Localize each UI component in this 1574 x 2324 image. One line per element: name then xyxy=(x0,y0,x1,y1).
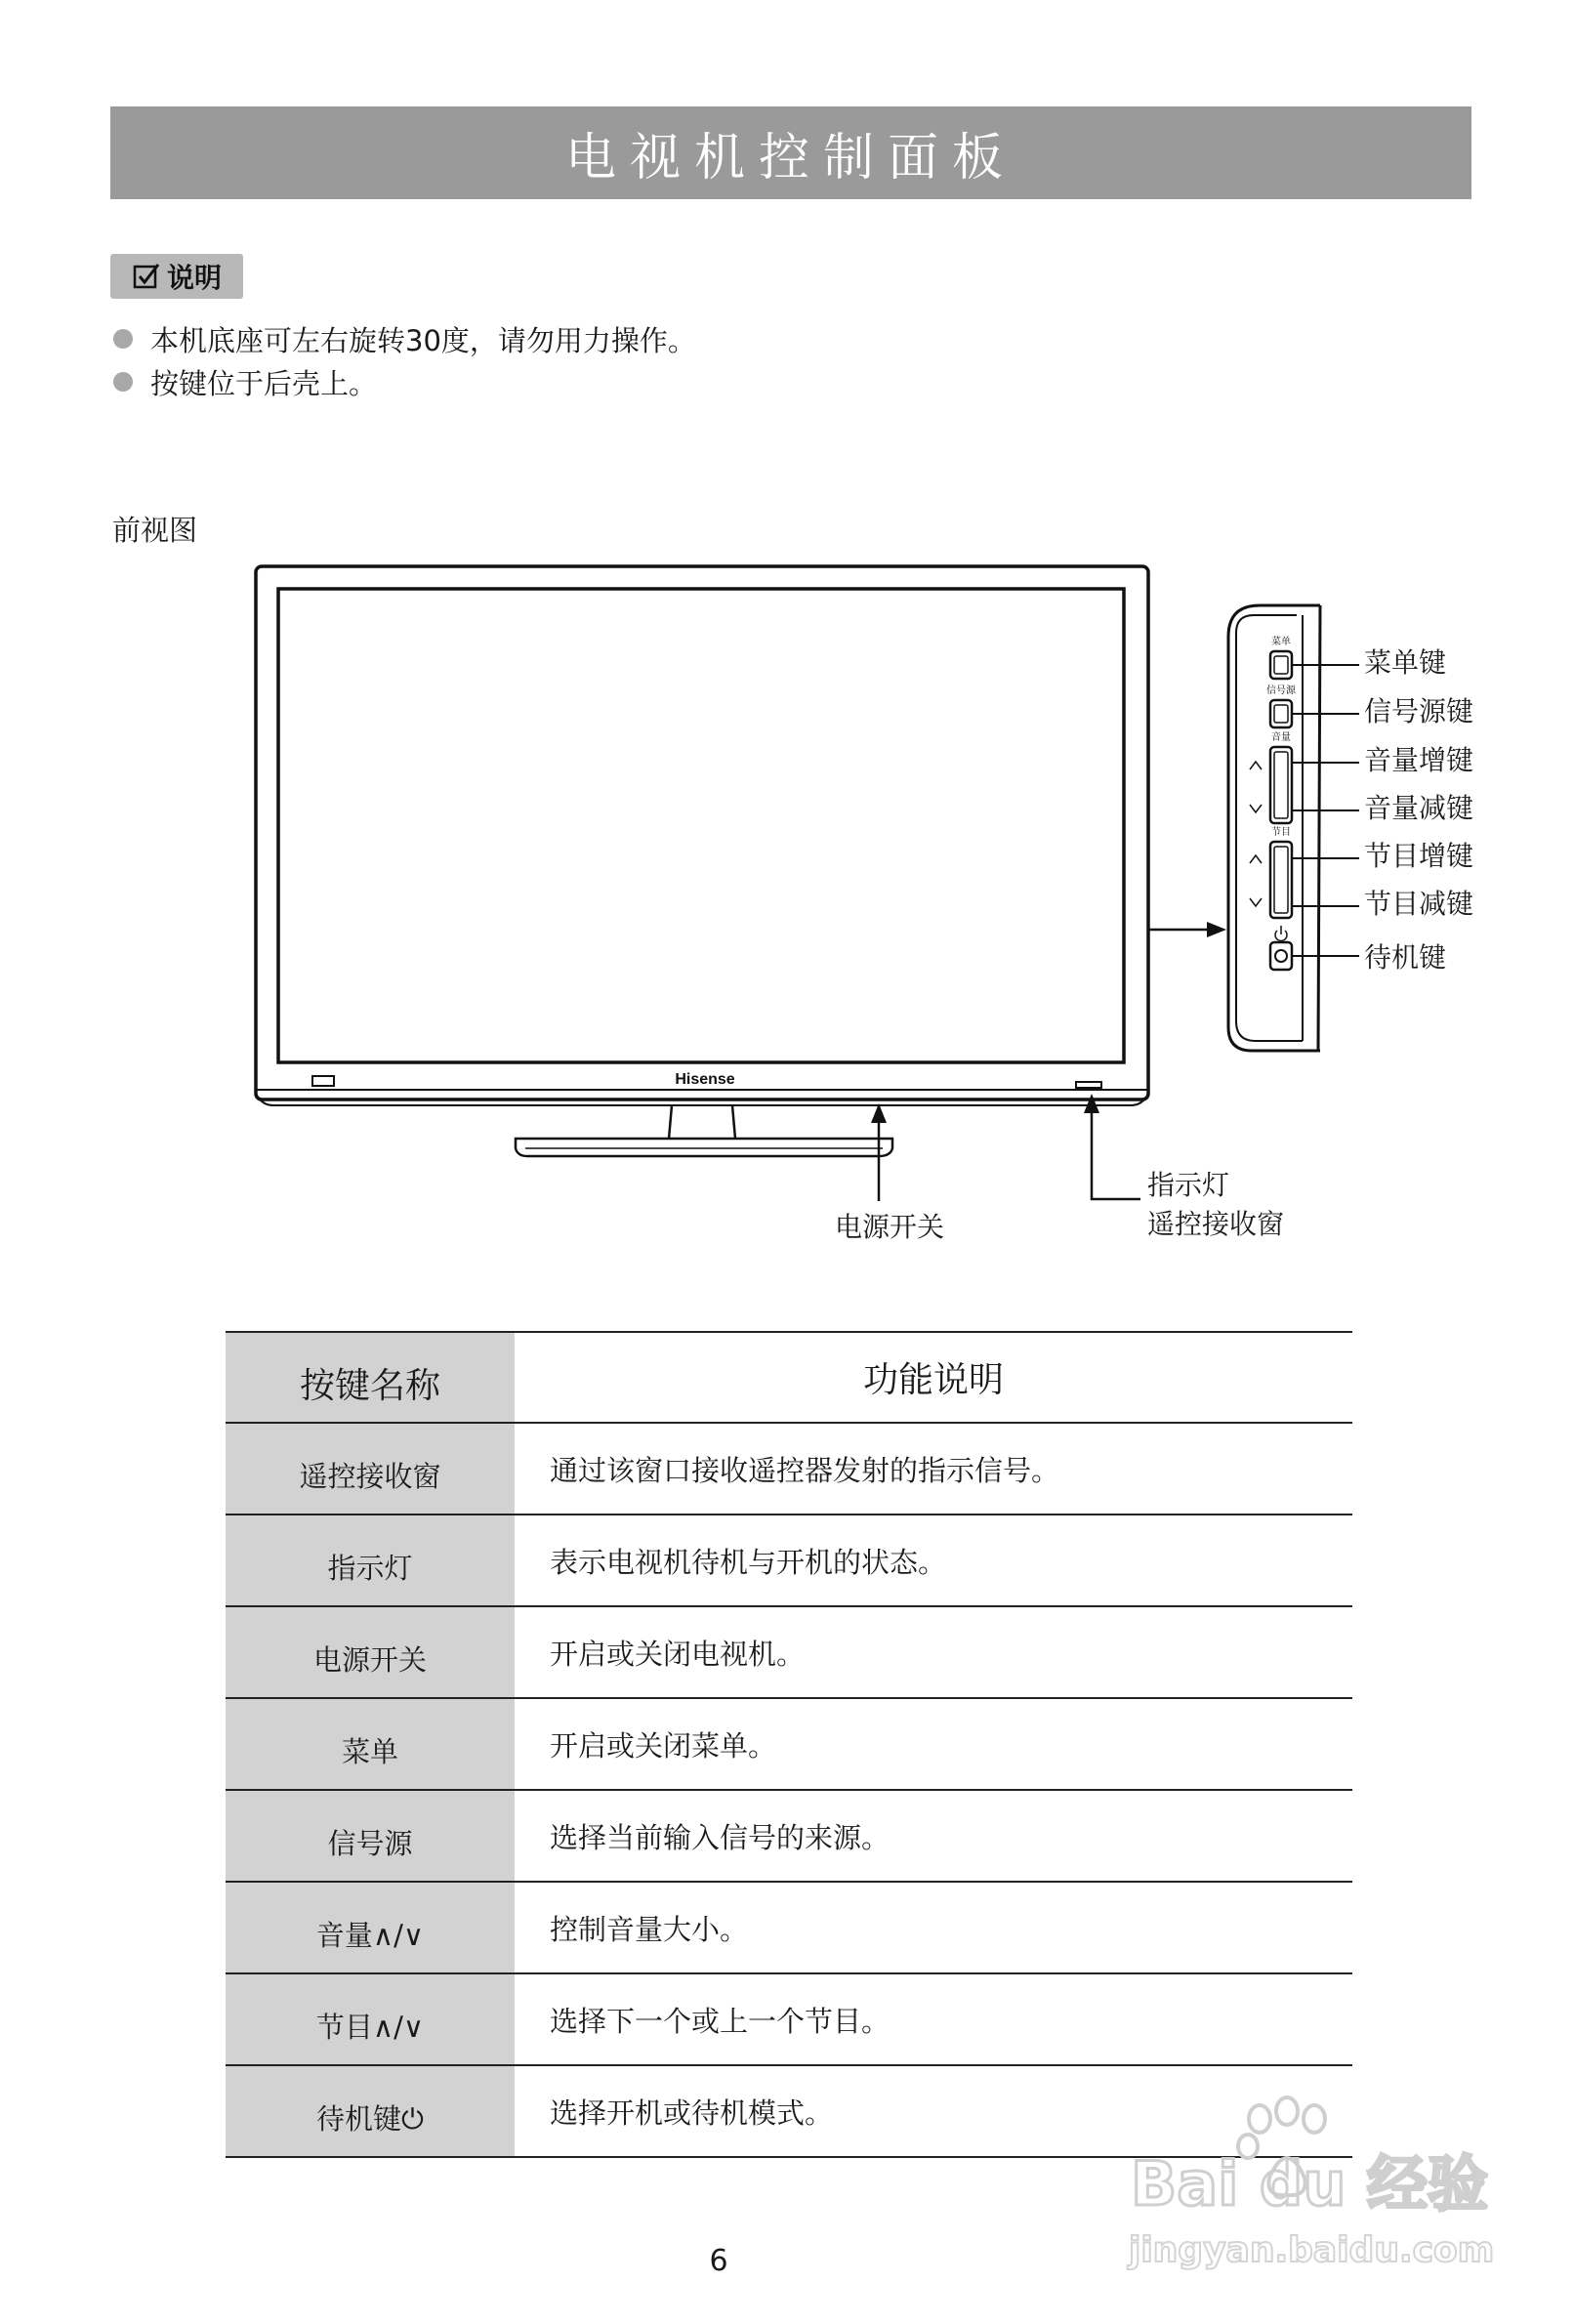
chevron-up-icon xyxy=(1250,762,1262,769)
callout-vol-up: 音量增键 xyxy=(1364,744,1474,776)
table-cell-desc: 选择当前输入信号的来源。 xyxy=(515,1790,1352,1882)
chevron-up-icon xyxy=(1250,855,1262,863)
standby-key[interactable] xyxy=(1270,942,1292,970)
table-cell-key: 信号源 xyxy=(226,1790,515,1882)
tv-stand xyxy=(516,1105,892,1156)
power-switch-arrow xyxy=(871,1103,887,1201)
side-label-volume: 音量 xyxy=(1271,732,1291,743)
table-row xyxy=(226,1973,1352,2065)
tv-body xyxy=(256,566,1148,1105)
table-cell-key: 指示灯 xyxy=(226,1515,515,1606)
table-header-row xyxy=(226,1332,1352,1423)
page-title-text: 电视机控制面板 xyxy=(564,129,1016,187)
side-label-program: 节目 xyxy=(1271,827,1291,838)
table-cell-key: 音量∧/∨ xyxy=(226,1882,515,1973)
side-label-source: 信号源 xyxy=(1266,685,1296,696)
table-row xyxy=(226,1790,1352,1882)
side-panel-arrow xyxy=(1148,922,1226,937)
table-cell-desc: 选择开机或待机模式。 xyxy=(515,2065,1352,2157)
page-number: 6 xyxy=(709,2244,728,2278)
left-indicator xyxy=(312,1076,334,1086)
callout-standby-key: 待机键 xyxy=(1364,941,1447,974)
callout-menu-key: 菜单键 xyxy=(1364,646,1447,679)
watermark-brand: Bai du 经验 xyxy=(1131,2148,1489,2220)
indicator-window xyxy=(1076,1082,1101,1088)
callout-power-switch: 电源开关 xyxy=(835,1211,945,1243)
note-item-text: 本机底座可左右旋转30度，请勿用力操作。 xyxy=(150,323,696,357)
key-function-table xyxy=(226,1331,1352,2158)
table-cell-desc: 开启或关闭电视机。 xyxy=(515,1606,1352,1698)
callout-prog-up: 节目增键 xyxy=(1364,840,1474,872)
table-cell-key: 电源开关 xyxy=(226,1606,515,1698)
side-label-menu: 菜单 xyxy=(1271,637,1291,647)
chevron-down-icon xyxy=(1250,805,1262,812)
table-header-desc: 功能说明 xyxy=(515,1332,1352,1423)
callout-indicator: 指示灯 xyxy=(1147,1169,1230,1201)
table-cell-key: 待机键⏻ xyxy=(226,2065,515,2157)
table-row xyxy=(226,1882,1352,1973)
front-view-label: 前视图 xyxy=(112,514,198,547)
table-row xyxy=(226,1423,1352,1515)
callout-vol-down: 音量减键 xyxy=(1364,792,1474,824)
table-cell-key: 节目∧/∨ xyxy=(226,1973,515,2065)
chevron-down-icon xyxy=(1250,898,1262,906)
table-cell-desc: 通过该窗口接收遥控器发射的指示信号。 xyxy=(515,1423,1352,1515)
table-row xyxy=(226,1698,1352,1790)
indicator-arrow xyxy=(1084,1094,1140,1199)
brand-logo: Hisense xyxy=(675,1071,735,1088)
table-cell-desc: 选择下一个或上一个节目。 xyxy=(515,1973,1352,2065)
table-header-key: 按键名称 xyxy=(226,1332,515,1423)
table-row xyxy=(226,1515,1352,1606)
table-cell-desc: 表示电视机待机与开机的状态。 xyxy=(515,1515,1352,1606)
watermark-url: jingyan.baidu.com xyxy=(1129,2230,1495,2270)
table-cell-desc: 开启或关闭菜单。 xyxy=(515,1698,1352,1790)
callout-prog-down: 节目减键 xyxy=(1364,888,1474,920)
table-row xyxy=(226,1606,1352,1698)
table-cell-key: 遥控接收窗 xyxy=(226,1423,515,1515)
note-label: 说明 xyxy=(166,262,222,294)
table-cell-key: 菜单 xyxy=(226,1698,515,1790)
note-item-text: 按键位于后壳上。 xyxy=(150,366,378,400)
power-icon xyxy=(1275,926,1287,940)
table-cell-desc: 控制音量大小。 xyxy=(515,1882,1352,1973)
callout-source-key: 信号源键 xyxy=(1364,695,1474,727)
callout-remote-window: 遥控接收窗 xyxy=(1147,1208,1285,1240)
